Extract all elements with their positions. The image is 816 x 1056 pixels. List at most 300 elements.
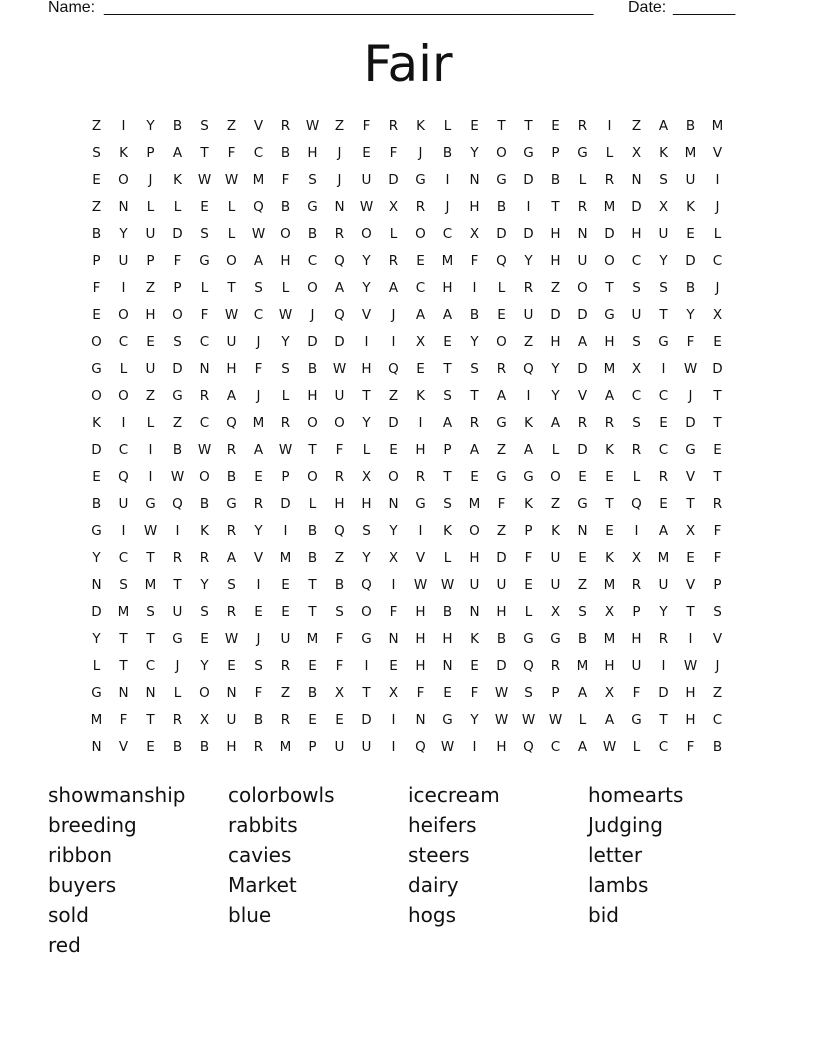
grid-letter: A: [253, 252, 264, 269]
grid-letter: B: [307, 225, 318, 242]
grid-letter: A: [226, 387, 237, 404]
grid-letter: I: [121, 522, 126, 539]
grid-letter: L: [281, 279, 290, 296]
grid-letter: W: [548, 711, 563, 728]
grid-letter: H: [550, 333, 561, 350]
grid-letter: B: [226, 468, 237, 485]
grid-letter: W: [683, 360, 698, 377]
grid-letter: G: [172, 387, 183, 404]
grid-letter: H: [550, 252, 561, 269]
grid-letter: N: [577, 522, 588, 539]
grid-letter: U: [658, 576, 669, 593]
grid-letter: S: [146, 603, 155, 620]
grid-letter: Y: [362, 279, 371, 296]
grid-letter: A: [496, 387, 507, 404]
grid-letter: U: [577, 252, 588, 269]
grid-row: [83, 490, 733, 517]
grid-letter: O: [469, 522, 480, 539]
grid-letter: E: [281, 576, 290, 593]
word-bank-item: sold: [48, 903, 89, 927]
grid-letter: E: [605, 468, 614, 485]
grid-letter: B: [550, 171, 561, 188]
grid-letter: F: [470, 684, 479, 701]
grid-letter: O: [199, 684, 210, 701]
grid-letter: I: [121, 279, 126, 296]
grid-letter: A: [577, 738, 588, 755]
grid-letter: X: [631, 144, 642, 161]
grid-letter: U: [469, 576, 480, 593]
grid-letter: K: [686, 198, 695, 215]
grid-letter: Y: [200, 657, 209, 674]
grid-letter: D: [307, 333, 318, 350]
grid-letter: M: [90, 711, 103, 728]
grid-letter: U: [226, 711, 237, 728]
grid-letter: Z: [91, 117, 102, 134]
grid-letter: L: [146, 198, 155, 215]
grid-letter: A: [172, 144, 183, 161]
word-bank-item: steers: [408, 843, 470, 867]
grid-letter: E: [470, 468, 479, 485]
grid-letter: J: [688, 387, 693, 404]
grid-letter: K: [173, 171, 182, 188]
grid-letter: Q: [172, 495, 183, 512]
grid-letter: Y: [362, 549, 371, 566]
grid-letter: R: [253, 495, 264, 512]
grid-letter: I: [148, 441, 153, 458]
grid-letter: H: [604, 657, 615, 674]
grid-letter: R: [577, 198, 588, 215]
grid-letter: T: [227, 279, 236, 296]
grid-letter: Y: [92, 549, 101, 566]
grid-letter: D: [577, 306, 588, 323]
grid-letter: G: [523, 144, 534, 161]
grid-letter: I: [121, 117, 126, 134]
grid-letter: L: [362, 441, 371, 458]
grid-letter: K: [470, 630, 479, 647]
grid-letter: T: [497, 117, 506, 134]
grid-letter: Q: [226, 414, 237, 431]
grid-letter: L: [497, 279, 506, 296]
grid-letter: J: [391, 306, 396, 323]
grid-letter: I: [364, 657, 369, 674]
grid-letter: C: [658, 738, 669, 755]
grid-letter: N: [118, 198, 129, 215]
grid-letter: M: [252, 414, 265, 431]
grid-letter: Z: [712, 684, 723, 701]
grid-letter: W: [332, 360, 347, 377]
grid-letter: C: [631, 387, 642, 404]
grid-letter: G: [496, 468, 507, 485]
grid-letter: R: [604, 414, 615, 431]
grid-letter: B: [280, 198, 291, 215]
grid-letter: G: [91, 522, 102, 539]
grid-letter: K: [524, 495, 533, 512]
grid-letter: N: [118, 684, 129, 701]
grid-letter: E: [497, 306, 506, 323]
grid-letter: F: [470, 252, 479, 269]
grid-letter: S: [713, 603, 722, 620]
grid-letter: G: [226, 495, 237, 512]
grid-letter: Y: [551, 387, 560, 404]
grid-letter: D: [496, 225, 507, 242]
grid-letter: X: [388, 198, 399, 215]
grid-row: [83, 193, 733, 220]
grid-letter: R: [496, 360, 507, 377]
grid-letter: V: [415, 549, 426, 566]
grid-letter: R: [280, 711, 291, 728]
grid-letter: E: [443, 684, 452, 701]
grid-letter: G: [172, 630, 183, 647]
grid-letter: F: [497, 495, 506, 512]
grid-letter: Y: [146, 117, 155, 134]
grid-letter: S: [470, 360, 479, 377]
grid-letter: R: [631, 576, 642, 593]
grid-letter: J: [310, 306, 315, 323]
name-blank-line: _______________________________________________________: [104, 0, 594, 16]
grid-letter: R: [226, 522, 237, 539]
grid-letter: R: [280, 414, 291, 431]
grid-letter: B: [307, 522, 318, 539]
grid-letter: M: [603, 576, 616, 593]
grid-letter: R: [577, 414, 588, 431]
grid-row: [83, 328, 733, 355]
grid-letter: A: [577, 684, 588, 701]
grid-letter: L: [227, 198, 236, 215]
grid-row: [83, 517, 733, 544]
grid-letter: K: [200, 522, 209, 539]
grid-letter: T: [308, 576, 317, 593]
grid-letter: R: [226, 603, 237, 620]
grid-letter: Z: [91, 198, 102, 215]
grid-letter: Y: [119, 225, 128, 242]
grid-letter: D: [577, 360, 588, 377]
grid-letter: I: [418, 522, 423, 539]
grid-letter: C: [415, 279, 426, 296]
grid-letter: C: [118, 549, 129, 566]
grid-letter: Z: [334, 549, 345, 566]
grid-letter: A: [658, 117, 669, 134]
grid-letter: L: [713, 225, 722, 242]
grid-letter: J: [256, 630, 261, 647]
grid-letter: N: [91, 738, 102, 755]
grid-letter: R: [577, 117, 588, 134]
grid-letter: B: [91, 225, 102, 242]
grid-letter: R: [523, 279, 534, 296]
grid-letter: E: [200, 630, 209, 647]
grid-letter: X: [550, 603, 561, 620]
grid-letter: A: [577, 333, 588, 350]
grid-letter: C: [712, 711, 723, 728]
grid-letter: X: [631, 360, 642, 377]
grid-letter: P: [92, 252, 101, 269]
grid-letter: T: [470, 387, 479, 404]
grid-letter: P: [281, 468, 290, 485]
grid-letter: L: [578, 711, 587, 728]
grid-letter: X: [631, 549, 642, 566]
grid-letter: J: [256, 333, 261, 350]
grid-letter: E: [605, 522, 614, 539]
grid-letter: T: [173, 576, 182, 593]
grid-letter: I: [715, 171, 720, 188]
grid-letter: I: [445, 171, 450, 188]
grid-row: [83, 436, 733, 463]
grid-letter: U: [361, 171, 372, 188]
grid-letter: I: [148, 468, 153, 485]
grid-letter: G: [523, 630, 534, 647]
grid-letter: F: [119, 711, 128, 728]
grid-letter: R: [658, 630, 669, 647]
grid-letter: S: [443, 495, 452, 512]
grid-letter: U: [496, 576, 507, 593]
grid-letter: O: [307, 468, 318, 485]
grid-letter: V: [712, 630, 723, 647]
grid-row: [83, 571, 733, 598]
grid-row: [83, 733, 733, 760]
grid-letter: H: [415, 657, 426, 674]
grid-letter: Z: [496, 441, 507, 458]
grid-letter: X: [388, 549, 399, 566]
word-bank-item: homearts: [588, 783, 684, 807]
grid-letter: K: [659, 144, 668, 161]
grid-letter: X: [712, 306, 723, 323]
grid-letter: X: [199, 711, 210, 728]
word-bank-item: heifers: [408, 813, 477, 837]
grid-letter: E: [308, 657, 317, 674]
grid-letter: R: [172, 711, 183, 728]
word-bank-item: lambs: [588, 873, 649, 897]
grid-letter: R: [415, 198, 426, 215]
grid-letter: F: [389, 144, 398, 161]
grid-letter: U: [631, 657, 642, 674]
grid-letter: T: [146, 711, 155, 728]
grid-letter: F: [92, 279, 101, 296]
grid-letter: O: [496, 144, 507, 161]
grid-letter: K: [119, 144, 128, 161]
grid-letter: S: [632, 414, 641, 431]
grid-letter: B: [91, 495, 102, 512]
grid-letter: T: [524, 117, 533, 134]
grid-letter: W: [521, 711, 536, 728]
grid-letter: L: [92, 657, 101, 674]
grid-letter: P: [551, 144, 560, 161]
grid-row: [83, 706, 733, 733]
grid-letter: S: [578, 603, 587, 620]
grid-letter: B: [172, 441, 183, 458]
grid-letter: B: [685, 279, 696, 296]
grid-letter: R: [388, 252, 399, 269]
grid-letter: H: [631, 225, 642, 242]
grid-letter: Z: [523, 333, 534, 350]
grid-row: [83, 382, 733, 409]
grid-letter: W: [197, 441, 212, 458]
grid-letter: G: [91, 360, 102, 377]
grid-letter: E: [92, 468, 101, 485]
grid-letter: T: [443, 360, 452, 377]
grid-letter: E: [281, 603, 290, 620]
grid-letter: Z: [388, 387, 399, 404]
grid-letter: L: [389, 225, 398, 242]
grid-letter: Q: [253, 198, 264, 215]
grid-letter: L: [173, 684, 182, 701]
grid-letter: E: [362, 144, 371, 161]
grid-letter: X: [658, 198, 669, 215]
grid-row: [83, 598, 733, 625]
grid-letter: R: [631, 441, 642, 458]
grid-letter: F: [713, 549, 722, 566]
grid-letter: U: [334, 738, 345, 755]
grid-letter: H: [496, 738, 507, 755]
grid-letter: F: [713, 522, 722, 539]
grid-letter: Z: [631, 117, 642, 134]
grid-letter: S: [524, 684, 533, 701]
grid-letter: G: [550, 630, 561, 647]
grid-letter: I: [472, 279, 477, 296]
grid-row: [83, 355, 733, 382]
grid-letter: C: [199, 414, 210, 431]
grid-row: [83, 625, 733, 652]
word-bank-item: buyers: [48, 873, 117, 897]
grid-letter: T: [119, 657, 128, 674]
grid-letter: S: [200, 603, 209, 620]
grid-letter: J: [337, 144, 342, 161]
grid-letter: J: [256, 387, 261, 404]
grid-letter: I: [472, 738, 477, 755]
grid-letter: C: [253, 306, 264, 323]
grid-letter: R: [469, 414, 480, 431]
grid-letter: T: [659, 711, 668, 728]
grid-letter: E: [308, 711, 317, 728]
grid-letter: H: [604, 333, 615, 350]
grid-letter: M: [252, 171, 265, 188]
grid-letter: V: [685, 468, 696, 485]
grid-letter: D: [604, 225, 615, 242]
grid-letter: D: [631, 198, 642, 215]
grid-letter: H: [334, 495, 345, 512]
grid-letter: T: [308, 603, 317, 620]
grid-letter: O: [415, 225, 426, 242]
grid-letter: M: [603, 630, 616, 647]
grid-letter: T: [200, 144, 209, 161]
grid-row: [83, 274, 733, 301]
grid-letter: R: [415, 468, 426, 485]
grid-letter: O: [226, 252, 237, 269]
grid-letter: S: [173, 333, 182, 350]
grid-letter: G: [604, 306, 615, 323]
grid-letter: V: [685, 576, 696, 593]
grid-letter: B: [685, 117, 696, 134]
grid-letter: M: [711, 117, 724, 134]
grid-letter: F: [335, 441, 344, 458]
grid-letter: E: [578, 468, 587, 485]
grid-letter: P: [443, 441, 452, 458]
grid-letter: H: [442, 279, 453, 296]
grid-letter: S: [281, 360, 290, 377]
grid-letter: G: [631, 711, 642, 728]
grid-letter: E: [659, 414, 668, 431]
grid-letter: D: [91, 603, 102, 620]
grid-letter: A: [442, 414, 453, 431]
grid-letter: N: [469, 171, 480, 188]
grid-letter: B: [172, 117, 183, 134]
grid-letter: C: [658, 387, 669, 404]
grid-letter: E: [416, 252, 425, 269]
grid-letter: R: [226, 441, 237, 458]
grid-letter: Y: [200, 576, 209, 593]
grid-letter: T: [713, 468, 722, 485]
grid-letter: H: [361, 495, 372, 512]
grid-letter: D: [172, 225, 183, 242]
page-title: Fair: [363, 35, 453, 93]
grid-letter: M: [117, 603, 130, 620]
grid-letter: S: [632, 333, 641, 350]
grid-letter: S: [308, 171, 317, 188]
grid-letter: H: [307, 387, 318, 404]
grid-letter: I: [175, 522, 180, 539]
grid-letter: Y: [362, 414, 371, 431]
grid-letter: I: [688, 630, 693, 647]
grid-letter: Y: [524, 252, 533, 269]
grid-letter: Y: [551, 360, 560, 377]
grid-letter: T: [713, 387, 722, 404]
grid-row: [83, 139, 733, 166]
grid-letter: M: [603, 198, 616, 215]
grid-letter: O: [604, 252, 615, 269]
grid-letter: M: [306, 630, 319, 647]
grid-letter: H: [361, 360, 372, 377]
grid-letter: T: [605, 279, 614, 296]
grid-letter: B: [334, 576, 345, 593]
grid-letter: K: [551, 522, 560, 539]
worksheet-header: [48, 0, 748, 20]
grid-letter: M: [441, 252, 454, 269]
grid-letter: W: [224, 171, 239, 188]
grid-letter: H: [685, 684, 696, 701]
grid-letter: C: [658, 441, 669, 458]
grid-letter: G: [442, 711, 453, 728]
grid-letter: T: [659, 306, 668, 323]
grid-letter: I: [634, 522, 639, 539]
grid-letter: A: [604, 711, 615, 728]
grid-letter: A: [334, 279, 345, 296]
grid-letter: H: [415, 441, 426, 458]
word-bank-item: rabbits: [228, 813, 298, 837]
grid-letter: E: [470, 117, 479, 134]
grid-letter: K: [605, 549, 614, 566]
grid-letter: W: [278, 306, 293, 323]
word-bank-item: blue: [228, 903, 272, 927]
grid-letter: B: [280, 144, 291, 161]
grid-letter: X: [604, 684, 615, 701]
grid-letter: K: [605, 441, 614, 458]
grid-letter: K: [92, 414, 101, 431]
grid-letter: E: [389, 657, 398, 674]
grid-letter: E: [92, 306, 101, 323]
grid-letter: F: [362, 117, 371, 134]
grid-letter: O: [91, 387, 102, 404]
grid-letter: F: [227, 144, 236, 161]
grid-letter: T: [146, 630, 155, 647]
grid-letter: E: [227, 657, 236, 674]
grid-letter: W: [440, 738, 455, 755]
grid-letter: T: [605, 495, 614, 512]
grid-letter: X: [685, 522, 696, 539]
grid-letter: E: [254, 603, 263, 620]
grid-row: [83, 247, 733, 274]
grid-letter: Y: [362, 252, 371, 269]
grid-letter: H: [442, 630, 453, 647]
grid-letter: D: [685, 252, 696, 269]
grid-letter: F: [335, 657, 344, 674]
